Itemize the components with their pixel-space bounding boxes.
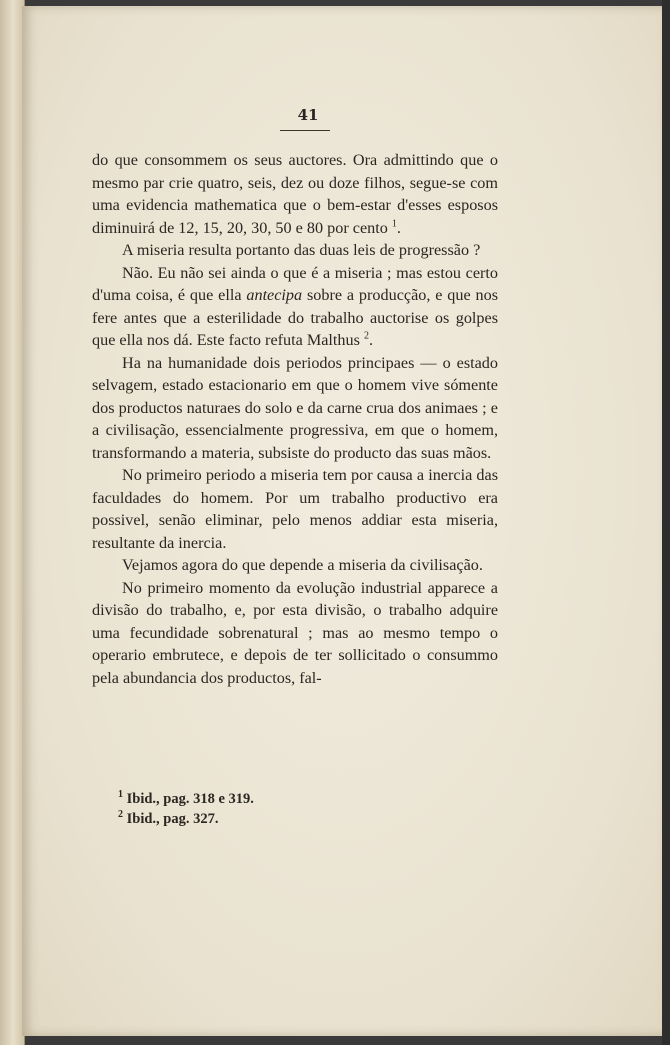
footnote-marker: 2 — [363, 330, 369, 342]
footnotes — [118, 789, 418, 829]
footnote-marker: 1 — [391, 218, 397, 230]
paragraph-text: sobre a producção, e que nos fere antes que a esterilidade do trabalho auctorise os golpes que ella nos dá. Este facto refuta Malthus — [92, 286, 498, 349]
footnote — [118, 809, 418, 829]
paragraph — [92, 464, 498, 554]
footnote-number: 2 — [118, 809, 123, 821]
paragraph-text: No primeiro periodo a miseria tem por causa a inercia das faculdades do homem. Por um trabalho productivo era possivel, senão eliminar, pelo menos addiar esta miseria, resultante da inercia. — [92, 466, 498, 552]
emphasized-text: antecipa — [246, 286, 303, 304]
paragraph — [92, 577, 498, 690]
footnote-number: 1 — [118, 789, 123, 801]
paragraph — [92, 149, 498, 239]
paragraph — [92, 554, 498, 577]
body-text — [92, 149, 498, 689]
paragraph-text: A miseria resulta portanto das duas leis de progressão ? — [122, 241, 481, 259]
footnote — [118, 789, 418, 809]
paragraph-text: Vejamos agora do que depende a miseria da civilisação. — [122, 556, 483, 574]
paragraph-text: Não. Eu não sei ainda o que é a miseria ; mas estou certo d'uma coisa, é que ella — [92, 263, 498, 304]
scan-edge — [662, 0, 670, 1045]
paragraph-text: . — [368, 331, 373, 349]
paragraph — [92, 262, 498, 352]
paragraph-text: . — [396, 218, 401, 237]
footnote-text: Ibid., pag. 318 e 319. — [123, 791, 254, 807]
paragraph-text: do que consommem os seus auctores. Ora admittindo que o mesmo par crie quatro, seis, dez ou doze filhos, segue-se com uma evidencia mathematica que o bem-estar d'esses esposos diminuirá de 12, 15, 20, 30, 50 e 80 por cento — [92, 151, 498, 237]
header-rule — [280, 130, 330, 131]
book-page — [22, 6, 662, 1036]
paragraph — [92, 352, 498, 465]
paragraph — [92, 239, 498, 262]
page-number: 41 — [297, 106, 319, 124]
paragraph-text: No primeiro momento da evolução industrial apparece a divisão do trabalho, e, por esta divisão, o trabalho adquire uma fecundidade sobrenatural ; mas ao mesmo tempo o operario embrutece, e depois de ter sollicitado o consummo pela abundancia dos productos, fal- — [92, 578, 498, 687]
footnote-text: Ibid., pag. 327. — [123, 811, 219, 827]
paragraph-text: Ha na humanidade dois periodos principaes — o estado selvagem, estado estacionario em que o homem vive sómente dos productos naturaes do solo e da carne crua dos animaes ; e a civilisação, essencialmente progressiva, em que o homem, transformando a materia, subsiste do producto das suas mãos. — [92, 353, 498, 462]
